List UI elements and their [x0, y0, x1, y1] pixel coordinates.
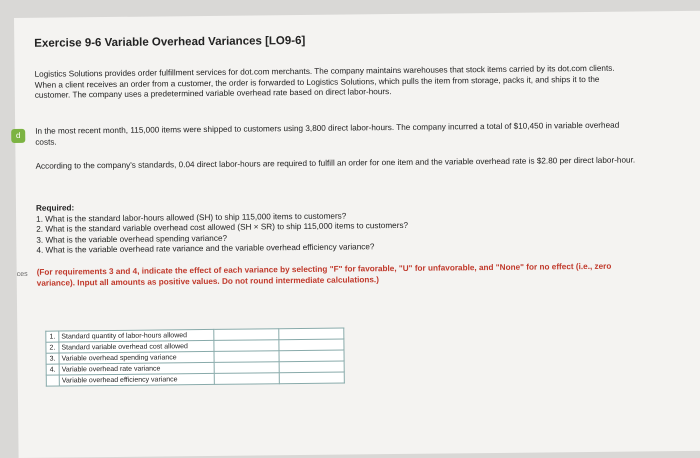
answer-input[interactable]	[214, 340, 279, 352]
standards-paragraph: According to the company's standards, 0.04 direct labor-hours are required to fulfill an order for one item and the variable overhead rate is $2.80 per direct labor-hour.	[35, 155, 636, 171]
worksheet-page	[14, 11, 700, 458]
answer-input[interactable]	[279, 339, 344, 351]
row-number	[46, 375, 59, 386]
row-number: 1.	[46, 331, 59, 342]
answer-input[interactable]	[214, 373, 279, 385]
row-label: Variable overhead efficiency variance	[59, 373, 214, 386]
answer-input[interactable]	[214, 362, 279, 374]
required-section	[36, 197, 637, 256]
side-label: ces	[16, 270, 28, 278]
questions-list	[36, 208, 636, 256]
question-3: 3. What is the variable overhead spending variance?	[36, 233, 228, 245]
row-number: 3.	[46, 353, 59, 364]
row-label: Variable overhead spending variance	[59, 351, 214, 364]
recent-month-paragraph: In the most recent month, 115,000 items were shipped to customers using 3,800 direct labor-hours. The company incurred a total of $10,450 in variable overhead costs.	[35, 120, 620, 147]
effect-select[interactable]	[279, 350, 344, 362]
row-label: Standard quantity of labor-hours allowed	[59, 329, 214, 342]
row-label: Standard variable overhead cost allowed	[59, 340, 214, 353]
required-label: Required:	[35, 203, 75, 213]
row-label: Variable overhead rate variance	[59, 362, 214, 375]
answer-input[interactable]	[214, 351, 279, 363]
intro-paragraph: Logistics Solutions provides order fulfillment services for dot.com merchants. The company maintains warehouses that stock items carried by its dot.com clients. When a client receives an order from a customer, the order is forwarded to Logistics Solutions, which pulls the item from storage, packs it, and ships it to the customer. The company uses a predetermined variable overhead rate based on direct labor-hours.	[34, 63, 615, 100]
answer-input[interactable]	[214, 329, 279, 341]
effect-select[interactable]	[279, 361, 344, 373]
effect-select[interactable]	[279, 372, 344, 384]
question-1: 1. What is the standard labor-hours allowed (SH) to ship 115,000 items to customers?	[36, 211, 347, 224]
exercise-title: Exercise 9-6 Variable Overhead Variances [LO9-6]	[34, 34, 306, 50]
instruction-note: (For requirements 3 and 4, indicate the effect of each variance by selecting "F" for favorable, "U" for unfavorable, and "None" for no effect (i.e., zero variance). Input all amounts as positive values. Do not round intermediate calculations.)	[36, 261, 612, 288]
table-row	[46, 372, 344, 386]
answer-table	[45, 328, 345, 387]
answer-input[interactable]	[279, 328, 344, 340]
row-number: 4.	[46, 364, 59, 375]
row-number: 2.	[46, 342, 59, 353]
question-2: 2. What is the standard variable overhead cost allowed (SH × SR) to ship 115,000 items to customers?	[36, 220, 409, 234]
question-4: 4. What is the variable overhead rate variance and the variable overhead efficiency variance?	[36, 242, 375, 255]
side-tab[interactable]: d	[11, 129, 25, 143]
